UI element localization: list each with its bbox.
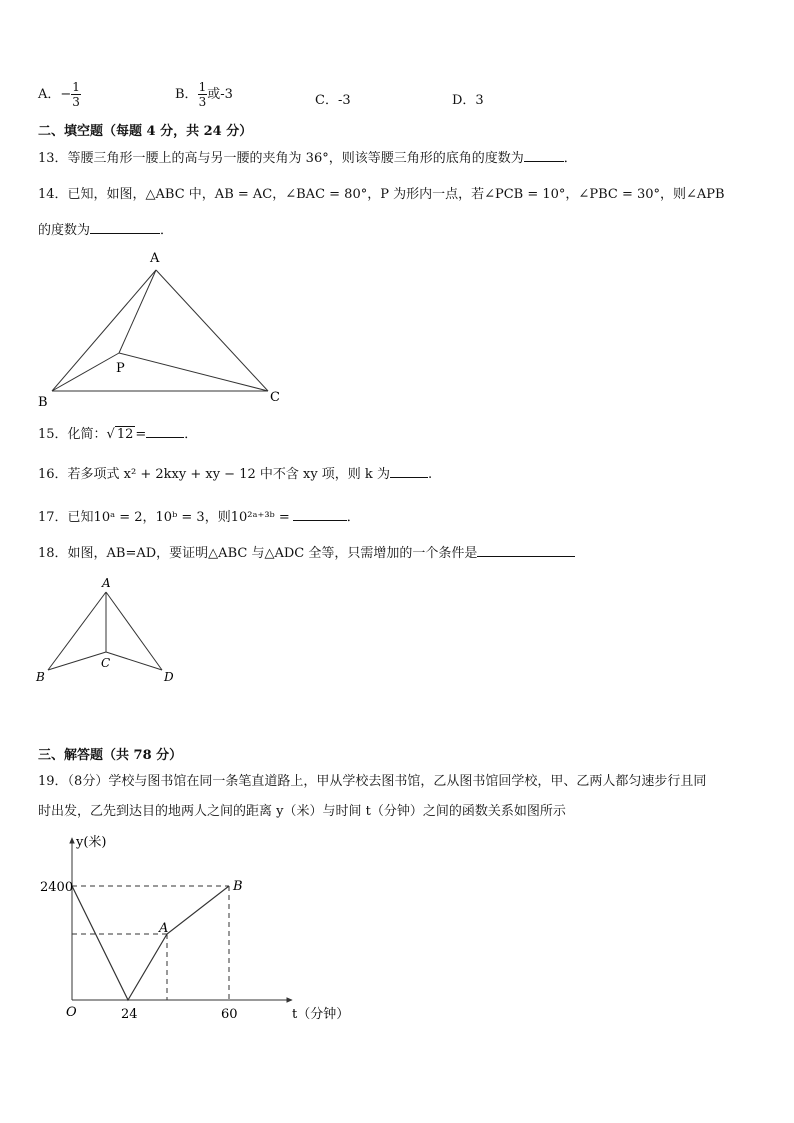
question-19-line-2: 时出发，乙先到达目的地两人之间的距离 y（米）与时间 t（分钟）之间的函数关系如图所示 xyxy=(38,804,566,819)
answer-blank-17[interactable] xyxy=(293,508,347,521)
question-18 xyxy=(38,542,575,561)
label-a: A xyxy=(150,251,160,266)
segment-bc xyxy=(48,652,106,670)
figure-19-graph xyxy=(30,830,360,1030)
label-c: C xyxy=(270,390,280,405)
segment-ac xyxy=(156,270,268,391)
answer-blank-14[interactable] xyxy=(90,221,160,234)
question-17-text: 17．已知10ᵃ = 2，10ᵇ = 3，则10²ᵃ⁺³ᵇ = xyxy=(38,510,290,525)
question-15: 15．化简：√ 12 = ． xyxy=(38,427,198,442)
segment-cp xyxy=(119,353,268,391)
label-b: B xyxy=(36,670,45,684)
option-a xyxy=(38,80,81,109)
answer-blank-15[interactable] xyxy=(146,425,184,438)
y-axis-label: y(米) xyxy=(76,835,107,850)
option-a-fraction: $\frac{1}{3}$ xyxy=(72,80,80,109)
answer-blank-18[interactable] xyxy=(477,544,575,557)
figure-18-kite xyxy=(30,572,190,687)
option-a-prefix: A． xyxy=(38,87,61,102)
question-19-line-1: 19．（8分）学校与图书馆在同一条笔直道路上，甲从学校去图书馆，乙从图书馆回学校，甲、乙两人都匀速步行且同 xyxy=(38,774,707,789)
question-16: 16．若多项式 x² + 2kxy + xy − 12 中不含 xy 项，则 k 为 . xyxy=(38,467,433,482)
question-14-line-2: 的度数为 ． xyxy=(38,223,174,238)
question-17: 17．已知10ᵃ = 2，10ᵇ = 3，则10²ᵃ⁺³ᵇ = ． xyxy=(38,510,360,525)
x-tick-24: 24 xyxy=(121,1007,138,1022)
question-15-radicand: 12 xyxy=(116,427,134,442)
segment-ab xyxy=(48,592,106,670)
segment-ab xyxy=(52,270,156,391)
question-15-prefix: 15．化简： xyxy=(38,427,107,442)
option-b-fraction: $\frac{1}{3}$ xyxy=(198,80,207,109)
question-14-line-1: 14．已知，如图，△ABC 中，AB = AC，∠BAC = 80°，P 为形内一点，若∠PCB = 10°，∠PBC = 30°，则∠APB xyxy=(38,187,725,202)
figure-14-triangle xyxy=(30,245,300,410)
point-a-label: A xyxy=(159,921,169,936)
question-14-line-2-text: 的度数为 xyxy=(38,223,91,238)
option-c: C．-3 xyxy=(315,93,351,108)
section-3-title: 三、解答题（共 78 分） xyxy=(38,748,183,763)
answer-blank-16[interactable] xyxy=(390,465,428,478)
x-tick-60: 60 xyxy=(221,1007,238,1022)
label-c: C xyxy=(101,656,111,670)
y-tick-2400: 2400 xyxy=(40,880,74,895)
label-a: A xyxy=(102,576,111,590)
question-13-text: 13．等腰三角形一腰上的高与另一腰的夹角为 36°，则该等腰三角形的底角的度数为 xyxy=(38,151,524,166)
segment-ad xyxy=(106,592,162,670)
question-18-text: 18．如图，AB=AD，要证明△ABC 与△ADC 全等，只需增加的一个条件是 xyxy=(38,546,478,561)
answer-blank-13[interactable] xyxy=(524,149,564,162)
option-a-sign: − xyxy=(60,87,72,102)
segment-bp xyxy=(52,353,119,391)
origin-label: O xyxy=(66,1005,77,1020)
segment-ap xyxy=(119,270,156,353)
question-13: 13．等腰三角形一腰上的高与另一腰的夹角为 36°，则该等腰三角形的底角的度数为 ． xyxy=(38,151,577,166)
distance-function-line xyxy=(72,886,229,1000)
option-b-prefix: B． xyxy=(175,87,198,102)
sqrt-icon: √ xyxy=(106,427,115,442)
segment-dc xyxy=(106,652,162,670)
option-b-suffix: 或-3 xyxy=(207,87,233,102)
section-2-title: 二、填空题（每题 4 分，共 24 分） xyxy=(38,124,253,139)
label-d: D xyxy=(164,670,174,684)
point-b-label: B xyxy=(233,879,243,894)
label-p: P xyxy=(116,361,125,376)
question-15-equals: = xyxy=(135,427,147,442)
label-b: B xyxy=(38,395,48,410)
option-d: D．3 xyxy=(452,93,484,108)
x-axis-label: t（分钟） xyxy=(292,1007,350,1022)
option-b xyxy=(175,80,233,109)
question-16-text: 16．若多项式 x² + 2kxy + xy − 12 中不含 xy 项，则 k 为 xyxy=(38,467,390,482)
